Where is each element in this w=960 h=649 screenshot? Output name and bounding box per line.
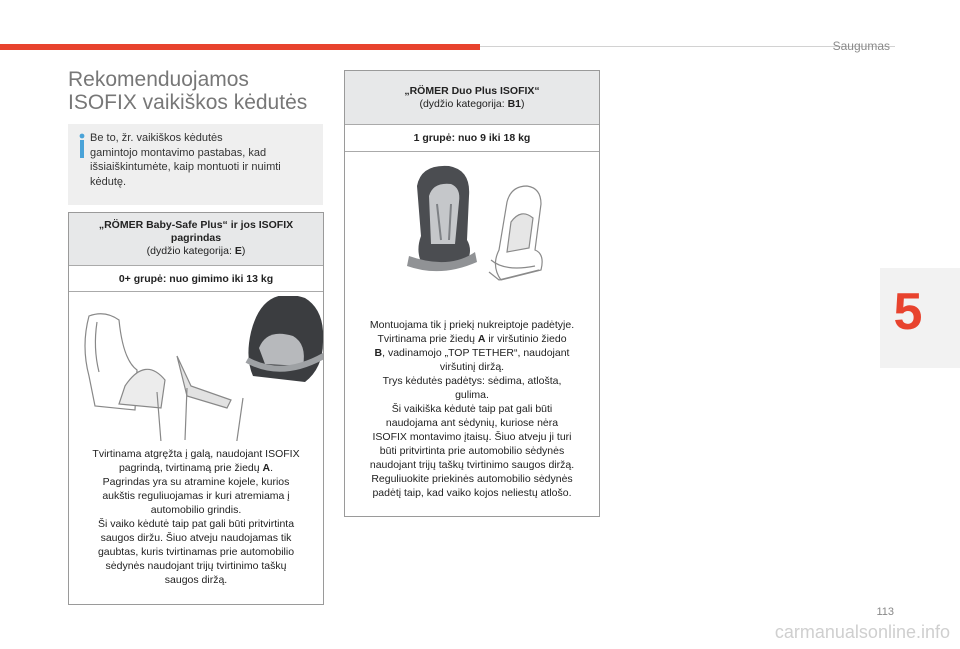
seat-description: Montuojama tik į priekį nukreiptoje padėtyje. Tvirtinama prie žiedų A ir viršutinio žiedo B, vadinamojo „TOP TETHER“, naudojant viršutinį diržą. Trys kėdutės padėtys: sėdima, atlošta, gulima. Ši vaikiška kėdutė taip pat gali būti naudojama ant sėdynių, kuriose nėra ISOFIX montavimo įtaisų. Šiuo atveju ji turi būti pritvirtinta prie automobilio sėdynės naudojant trijų taškų tvirtinimo saugos diržą. Reguliuokite priekinės automobilio sėdynės padėtį taip, kad vaiko kojos neliestų atlošo. [369, 319, 575, 499]
seat-group: 0+ grupė: nuo gimimo iki 13 kg [69, 266, 323, 292]
seat-card-body [69, 292, 323, 602]
baby-seat-illustration [69, 296, 323, 441]
seat-description: Tvirtinama atgręžta į galą, naudojant ISOFIX pagrindą, tvirtinamą prie žiedų A. Pagrindas yra su atramine kojele, kurios aukštis reguliuojamas ir kuri atremiama į automobilio grindis. Ši vaiko kėdutė taip pat gali būti pritvirtinta saugos diržu. Šiuo atveju naudojamas tik gaubtas, kuris tvirtinamas prie automobilio sėdynės naudojant trijų tvirtinimo taškų saugos diržą. [92, 448, 300, 586]
header-accent-bar [0, 44, 480, 50]
seat-card-baby-safe [68, 212, 324, 605]
seat-card-header [345, 71, 599, 125]
seat-title-line2: pagrindas [170, 232, 222, 244]
seat-title: „RÖMER Duo Plus ISOFIX“ [404, 85, 540, 97]
info-note-text: Be to, žr. vaikiškos kėdutės gamintojo montavimo pastabas, kad išsiaiškintumėte, kaip montuoti ir nuimti kėdutę. [90, 132, 281, 188]
seat-category: (dydžio kategorija: E) [146, 245, 246, 257]
page-title [68, 68, 338, 114]
page-number: 113 [876, 606, 894, 618]
info-note [68, 124, 323, 205]
seat-card-body [345, 152, 599, 514]
chapter-number: 5 [893, 283, 923, 341]
seat-title: „RÖMER Baby-Safe Plus“ ir jos ISOFIX [98, 219, 294, 231]
seat-category: (dydžio kategorija: B1) [419, 98, 525, 110]
watermark: carmanualsonline.info [774, 622, 950, 642]
section-label: Saugumas [832, 39, 890, 53]
page-title-line2: ISOFIX vaikiškos kėdutės [68, 91, 308, 114]
seat-group: 1 grupė: nuo 9 iki 18 kg [345, 125, 599, 152]
child-seat-illustration [345, 164, 599, 294]
seat-card-duo-plus [344, 70, 600, 517]
page-title-line1: Rekomenduojamos [68, 68, 249, 91]
info-icon [75, 133, 89, 159]
seat-card-header [69, 213, 323, 266]
